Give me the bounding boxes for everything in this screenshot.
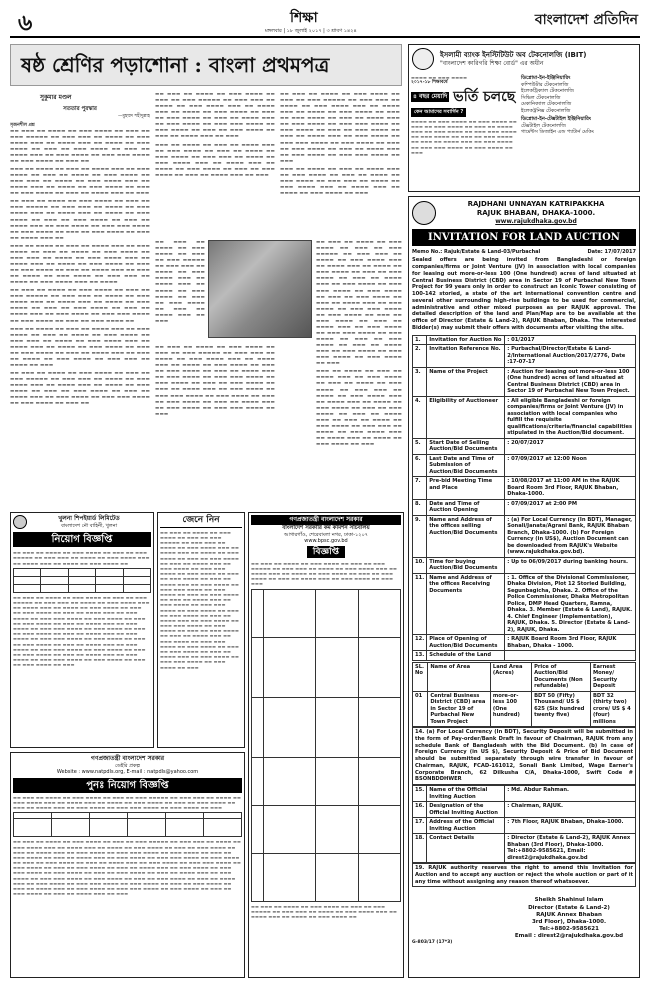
info2-cell-k: Address of the Official Inviting Auction bbox=[427, 818, 505, 834]
ibit-course-3: সিভিল টেকনোলজি bbox=[521, 94, 561, 101]
info-row bbox=[413, 651, 636, 661]
schedule-cell-acres: more-or-less 100 (One hundred) bbox=[490, 691, 531, 727]
rajuk-address: RAJUK BHABAN, DHAKA-1000. bbox=[476, 209, 596, 218]
info-cell-v: : All eligible Bangladeshi or foreign companies/firms or Joint Venture (JV) in association with local companies who fulfill the requisite qualifications/criteria/financial capabilities stipulated in the Auction/Bid document. bbox=[505, 396, 636, 438]
info-row bbox=[413, 335, 636, 345]
info-cell-v: : (a) For Local Currency (In BDT), Manager, Sonali/Janata/Agrani Bank, RAJUK Bhaban Branch, Dhaka-1000. (b) For Foreign Currency (in US$), Auction Document can be downloaded from RAJUK's Website (www.rajukdhaka.gov.bd). bbox=[505, 515, 636, 557]
info-cell-n: 5. bbox=[413, 438, 427, 454]
info2-cell-v: : 7th Floor, RAJUK Bhaban, Dhaka-1000. bbox=[505, 818, 636, 834]
info-cell-k: Start Date of Selling Auction/Bid Documents bbox=[427, 438, 505, 454]
info2-cell-k: Contact Details bbox=[427, 834, 505, 863]
rajuk-website[interactable]: www.rajukdhaka.gov.bd bbox=[495, 218, 577, 226]
info2-cell-v: : Chairman, RAJUK. bbox=[505, 802, 636, 818]
ibit-textile-course-1: টেক্সটাইল টেকনোলজি bbox=[521, 122, 566, 129]
article-column-2-top: ▬▬ ▬▬▬ ▬▬ ▬▬▬▬ ▬▬ ▬▬▬ ▬▬▬▬ ▬▬ ▬▬▬ ▬▬ ▬▬▬ ▬▬▬▬▬ ▬▬ ▬▬▬ ▬▬▬ ▬▬ ▬▬▬▬ ▬▬ ▬▬▬ ▬▬▬▬ ▬▬▬ ▬▬ ▬▬▬▬ ▬▬▬ ▬▬ ▬▬▬▬ ▬▬ ▬▬▬ ▬▬▬▬ ▬▬ ▬▬▬ ▬▬ ▬▬▬ ▬▬▬▬ ▬▬ ▬▬▬ ▬▬ ▬▬▬▬ ▬▬▬ ▬▬ ▬▬▬ ▬▬▬▬ ▬▬ ▬▬▬ ▬▬▬ ▬▬▬▬ ▬▬ ▬▬▬ ▬▬▬▬ ▬▬ ▬▬▬ ▬▬ ▬▬▬ ▬▬▬▬ ▬▬ ▬▬▬ ▬▬ ▬▬▬▬ ▬▬▬ ▬▬ ▬▬▬ ▬▬▬ ▬▬ ▬▬▬▬ ▬▬ ▬▬▬ ▬▬ ▬▬▬▬ ▬▬▬ ▬▬ ▬▬▬ ▬▬▬▬ ▬▬ ▬▬▬ ▬▬ ▬▬▬▬ ▬▬ ▬▬▬ ▬▬▬▬ ▬▬ ▬▬▬ ▬▬▬ ▬▬ ▬▬▬▬ ▬▬ ▬▬▬ ▬▬▬▬ ▬▬▬ ▬▬ ▬▬▬▬ ▬▬▬ ▬▬ ▬▬▬▬ ▬▬ ▬▬▬ ▬▬▬▬ ▬▬ ▬▬▬ ▬▬ ▬▬▬ ▬▬▬▬ ▬▬ ▬▬▬ ▬▬ ▬▬▬▬ ▬▬▬ ▬▬ ▬▬▬ bbox=[155, 92, 275, 178]
info-cell-k: Pre-bid Meeting Time and Place bbox=[427, 477, 505, 500]
ibit-admission-ad: ইসলামী ব্যাংক ইনস্টিটিউট অব টেকনোলজি (IBIT) "বাংলাদেশ কারিগরি শিক্ষা বোর্ড" এর অধীন ▬▬▬▬ ▬▬ ▬▬▬ ▬▬▬▬ ২০১৭-১৮ শিক্ষাবর্ষে ৪ বছর মেয়াদি ভর্তি চলছে কেন আমাদের সবার্গিন ? ▬▬▬▬ ▬▬ ▬▬▬ ▬▬▬▬ ▬▬ ▬▬▬ ▬▬▬▬ ▬▬ ▬▬▬ ▬▬ ▬▬▬ ▬▬▬▬ ▬▬ ▬▬▬ ▬▬ ▬▬▬▬ ▬▬▬ ▬▬ ▬▬▬ ▬▬▬▬ ▬▬ ▬▬▬ ▬▬▬ ▬▬▬▬ ▬▬ ▬▬▬ ▬▬▬▬ ▬▬ ▬▬▬ ▬▬ ▬▬▬ ▬▬▬▬ ▬▬ ▬▬▬ ▬▬ ▬▬▬▬ ▬▬▬ ▬▬ ▬▬▬ ▬▬▬▬ ▬▬ ▬▬▬ ▬▬▬ ▬▬▬▬ ▬▬ ▬▬▬ ▬▬▬▬ ▬▬ ▬▬▬ ডিপ্লোমা-ইন-ইঞ্জিনিয়ারিং কম্পিউটার টেকনোলজি ইলেকট্রিক্যাল টেকনোলজি সিভিল টেকনোলজি মেকানিক্যাল টেকনোলজি ইলেকট্রনিক্স টেকনোলজি ডিপ্লোমা-ইন-টেক্সটাইল ইঞ্জিনিয়ারিং টেক্সটাইল টেকনোলজি গার্মেন্টস ডিজাইন এন্ড প্যাটার্ন মেকিং bbox=[408, 44, 640, 192]
info-cell-n: 11. bbox=[413, 573, 427, 635]
ibit-subtitle: "বাংলাদেশ কারিগরি শিক্ষা বোর্ড" এর অধীন bbox=[440, 59, 544, 67]
date-line: মঙ্গলবার | ১৮ জুলাই ২০১৭ | ৩ শ্রাবণ ১৪২৪ bbox=[265, 28, 357, 34]
jene-nin-title: জেনে নিন bbox=[160, 515, 242, 528]
rajuk-code: G-803/17 (17*3) bbox=[412, 940, 453, 946]
ibit-title: ইসলামী ব্যাংক ইনস্টিটিউট অব টেকনোলজি (IBIT) bbox=[440, 50, 587, 59]
ibit-duration: ৪ বছর মেয়াদি bbox=[413, 93, 448, 101]
info-cell-n: 3. bbox=[413, 367, 427, 396]
ibit-session: ২০১৭-১৮ শিক্ষাবর্ষে bbox=[411, 80, 448, 86]
rajuk-row-19: 19. RAJUK authority reserves the right to amend this Invitation for Auction and to accept any auction or reject the whole auction or part of it any time without assigning any reason thereof whatsoever. bbox=[412, 863, 636, 887]
schedule-cell-price: BDT 50 (Fifty) Thousand/ US $ 625 (Six hundred twenty five) bbox=[532, 691, 591, 727]
info-cell-n: 13. bbox=[413, 651, 427, 661]
students-photo bbox=[208, 240, 312, 338]
section-title: সততার পুরস্কার bbox=[63, 106, 97, 113]
ibit-textile-course-2: গার্মেন্টস ডিজাইন এন্ড প্যাটার্ন মেকিং bbox=[521, 129, 594, 135]
info-row bbox=[413, 454, 636, 477]
bpsc-notice-ad: গণপ্রজাতন্ত্রী বাংলাদেশ সরকার বাংলাদেশ সরকারি কর্ম কমিশন সচিবালয় আগারগাঁও, শেরেবাংলা নগর, ঢাকা-১২০৭ www.bpsc.gov.bd বিজ্ঞপ্তি ▬▬ ▬▬▬ ▬▬ ▬▬▬▬ ▬▬ ▬▬▬ ▬▬▬▬ ▬▬ ▬▬▬ ▬▬ ▬▬▬ ▬▬▬▬▬ ▬▬ ▬▬▬ ▬▬▬ ▬▬ ▬▬▬▬ ▬▬ ▬▬▬ ▬▬▬▬ ▬▬▬ ▬▬ ▬▬▬▬ ▬▬▬ ▬▬ ▬▬▬▬ ▬▬ ▬▬▬ ▬▬▬▬ ▬▬ ▬▬▬ ▬▬ ▬▬▬ ▬▬▬▬ ▬▬ ▬▬▬ ▬▬ ▬▬▬▬ ▬▬▬ ▬▬ ▬▬▬ ▬▬▬▬ ▬▬ ▬▬▬ ▬▬▬ ▬▬ ▬▬▬ ▬▬ ▬▬▬▬ ▬▬ ▬▬▬ ▬▬▬▬ ▬▬ ▬▬▬ ▬▬ ▬▬▬ ▬▬▬▬▬ ▬▬ ▬▬▬ ▬▬▬ ▬▬ ▬▬▬▬ ▬▬ ▬▬▬ ▬▬▬▬ ▬▬▬ ▬▬ ▬▬▬▬ ▬▬▬ ▬▬ ▬▬▬▬ ▬▬ ▬▬▬ ▬▬▬▬ ▬▬ bbox=[248, 512, 404, 978]
rajuk-logo bbox=[412, 201, 436, 225]
info-cell-k: Last Date and Time of Submission of Auction/Bid Documents bbox=[427, 454, 505, 477]
rajuk-memo-date: Date: 17/07/2017 bbox=[587, 248, 636, 255]
recruit-title: পুনঃ নিয়োগ বিজ্ঞপ্তি bbox=[13, 778, 242, 793]
bpsc-gov: গণপ্রজাতন্ত্রী বাংলাদেশ সরকার bbox=[251, 515, 401, 525]
info-cell-k: Invitation for Auction No bbox=[427, 335, 505, 345]
info-row bbox=[413, 477, 636, 500]
ibit-course-2: ইলেকট্রিক্যাল টেকনোলজি bbox=[521, 88, 574, 94]
bpsc-address: আগারগাঁও, শেরেবাংলা নগর, ঢাকা-১২০৭ bbox=[283, 531, 368, 538]
ibit-why: কেন আমাদের সবার্গিন ? bbox=[411, 108, 466, 117]
khulna-org2: বাংলাদেশ নৌ বাহিনী, খুলনা bbox=[60, 522, 118, 529]
info-cell-v: : 01/2017 bbox=[505, 335, 636, 345]
ibit-admission-text: ভর্তি চলছে bbox=[453, 89, 516, 106]
rajuk-signature bbox=[502, 897, 636, 940]
info2-row bbox=[413, 786, 636, 802]
rajuk-info-table-2 bbox=[412, 785, 636, 863]
article-column-3-bottom: ▬▬ ▬▬▬ ▬▬ ▬▬▬▬ ▬▬ ▬▬▬ ▬▬▬▬ ▬▬ ▬▬▬ ▬▬ ▬▬▬ ▬▬▬▬▬ ▬▬ ▬▬▬ ▬▬▬ ▬▬ ▬▬▬▬ ▬▬ ▬▬▬ ▬▬▬▬ ▬▬▬ ▬▬ ▬▬▬▬ ▬▬▬ ▬▬ ▬▬▬▬ ▬▬ ▬▬▬ ▬▬▬▬ ▬▬ ▬▬▬ ▬▬ ▬▬▬ ▬▬▬▬ ▬▬ ▬▬▬ ▬▬ ▬▬▬▬ ▬▬▬ ▬▬ ▬▬▬ ▬▬▬▬ ▬▬ ▬▬▬ ▬▬▬ ▬▬▬▬ ▬▬ ▬▬▬ ▬▬▬▬ ▬▬ ▬▬▬ ▬▬ ▬▬▬ ▬▬▬▬ ▬▬ ▬▬▬ ▬▬ ▬▬▬▬ ▬▬▬ ▬▬ ▬▬▬ ▬▬▬▬ ▬▬ ▬▬▬ ▬▬▬ ▬▬▬▬ ▬▬ ▬▬▬ ▬▬▬▬ ▬▬ ▬▬▬ ▬▬ ▬▬▬ ▬▬▬▬ ▬▬ ▬▬▬ ▬▬ ▬▬▬▬ ▬▬▬ ▬▬ ▬▬▬ ▬▬▬▬ ▬▬ ▬▬▬ ▬▬▬ ▬▬▬▬ ▬▬ ▬▬▬ ▬▬▬▬ ▬▬ ▬▬▬ ▬▬ ▬▬▬ ▬▬▬▬ ▬▬ ▬▬▬ ▬▬ ▬▬▬▬ ▬▬▬ ▬▬ ▬▬▬ ▬▬▬▬ ▬▬ ▬▬▬ ▬▬▬ ▬▬▬▬ ▬▬ ▬▬▬ ▬▬▬▬ ▬▬ ▬▬▬ ▬▬▬ ▬▬ ▬▬▬▬ ▬▬ ▬▬▬ ▬▬ ▬▬▬▬ ▬▬▬ ▬▬ ▬▬▬ ▬▬▬▬ ▬▬ ▬▬▬ ▬▬ ▬▬▬▬ ▬▬ ▬▬▬ ▬▬▬▬ ▬▬ ▬▬▬ ▬▬▬ ▬▬ ▬▬▬▬ ▬▬ ▬▬▬ ▬▬▬▬ ▬▬▬ ▬▬ ▬▬▬▬ ▬▬▬ ▬▬ ▬▬▬▬ ▬▬ ▬▬▬ ▬▬▬▬ ▬▬ ▬▬▬ ▬▬ ▬▬▬ ▬▬▬▬ ▬▬ ▬▬▬ ▬▬ ▬▬▬▬ ▬▬▬ ▬▬ ▬▬▬ ▬▬ ▬▬▬▬ ▬▬ ▬▬▬ ▬▬▬▬ ▬▬ ▬▬▬ ▬▬▬ ▬▬ ▬▬▬▬ ▬▬ ▬▬▬ ▬▬▬▬ ▬▬▬ ▬▬ ▬▬▬▬ ▬▬▬ ▬▬ ▬▬▬▬ ▬▬ ▬▬▬ ▬▬▬▬ ▬▬ ▬▬▬ bbox=[316, 240, 402, 448]
info-cell-k: Date and Time of Auction Opening bbox=[427, 499, 505, 515]
info2-cell-n: 17. bbox=[413, 818, 427, 834]
signer-addr2: 3rd Floor), Dhaka-1000. bbox=[531, 918, 607, 925]
ibit-course-5: ইলেকট্রনিক্স টেকনোলজি bbox=[521, 107, 571, 114]
info-row bbox=[413, 557, 636, 573]
signer-addr1: RAJUK Annex Bhaban bbox=[536, 911, 602, 918]
info-row bbox=[413, 515, 636, 557]
info-cell-v: : Purbachal/Director/Estate & Land-2/International Auction/2017/2776, Date :17-07-17 bbox=[505, 345, 636, 368]
section-name: শিক্ষা bbox=[290, 10, 318, 26]
info2-cell-k: Name of the Official Inviting Auction bbox=[427, 786, 505, 802]
schedule-cell-area: Central Business District (CBD) area in Sector 19 of Purbachal New Town Project bbox=[428, 691, 491, 727]
rajuk-title: INVITATION FOR LAND AUCTION bbox=[412, 229, 636, 246]
info2-row bbox=[413, 818, 636, 834]
info-cell-v: : 10/08/2017 at 11:00 AM in the RAJUK Board Room 3rd Floor, RAJUK Bhaban, Dhaka-1000. bbox=[505, 477, 636, 500]
signer-name: Sheikh Shahinul Islam bbox=[534, 897, 604, 904]
info-cell-n: 4. bbox=[413, 396, 427, 438]
rajuk-info-table bbox=[412, 335, 636, 661]
rajuk-name: RAJDHANI UNNAYAN KATRIPAKKHA bbox=[467, 200, 605, 208]
article-column-1: সুকুমার মণ্ডল সততার পুরস্কার —মুহম্মদ শহীদুল্লাহ সৃজনশীল প্রশ্ন ▬▬ ▬▬▬ ▬▬ ▬▬▬▬ ▬▬ ▬▬▬ ▬▬▬▬ ▬▬ ▬▬▬ ▬▬ ▬▬▬ ▬▬▬▬▬ ▬▬ ▬▬▬ ▬▬▬ ▬▬ ▬▬▬▬ ▬▬ ▬▬▬ ▬▬▬▬ ▬▬▬ ▬▬ ▬▬▬▬ ▬▬▬ ▬▬ ▬▬▬▬ ▬▬ ▬▬▬ ▬▬▬▬ ▬▬ ▬▬▬ ▬▬ ▬▬▬ ▬▬▬▬ ▬▬ ▬▬▬ ▬▬ ▬▬▬▬ ▬▬▬ ▬▬ ▬▬▬ ▬▬▬▬ ▬▬ ▬▬▬ ▬▬▬ ▬▬▬▬ ▬▬ ▬▬▬ ▬▬▬▬ ▬▬ ▬▬▬ ▬▬ ▬▬▬ ▬▬ ▬▬▬▬ ▬▬ ▬▬▬ ▬▬ ▬▬▬▬ ▬▬▬ ▬▬ ▬▬▬ ▬▬▬▬ ▬▬ ▬▬▬ ▬▬ ▬▬▬▬ ▬▬ ▬▬▬ ▬▬▬▬ ▬▬ ▬▬▬ ▬▬▬ ▬▬ ▬▬▬▬ ▬▬ ▬▬▬ ▬▬▬▬ ▬▬▬ ▬▬ ▬▬▬▬ ▬▬▬ ▬▬ ▬▬▬▬ ▬▬ ▬▬▬ ▬▬▬▬ ▬▬ ▬▬▬ ▬▬ ▬▬▬ ▬▬▬▬ ▬▬ ▬▬▬ ▬▬ ▬▬▬▬ ▬▬▬ ▬▬ ▬▬▬ ▬▬ ▬▬▬ ▬▬ ▬▬▬▬ ▬▬ ▬▬▬ ▬▬▬▬ ▬▬ ▬▬▬ ▬▬ ▬▬▬ ▬▬▬▬▬ ▬▬ ▬▬▬ ▬▬▬ ▬▬ ▬▬▬▬ ▬▬ ▬▬▬ ▬▬▬▬ ▬▬▬ ▬▬ ▬▬▬▬ ▬▬▬ ▬▬ ▬▬▬▬ ▬▬ ▬▬▬ ▬▬▬▬ ▬▬ ▬▬▬ ▬▬ ▬▬▬ ▬▬▬▬ ▬▬ ▬▬▬ ▬▬ ▬▬▬▬ ▬▬▬ ▬▬ ▬▬▬ ▬▬▬▬ ▬▬ ▬▬▬ ▬▬▬ ▬▬▬▬ ▬▬ ▬▬▬ ▬▬▬▬ ▬▬ ▬▬▬ ▬▬ ▬▬▬ ▬▬▬▬ ▬▬ ▬▬▬ ▬▬ ▬▬▬▬ ▬▬▬ ▬▬ ▬▬▬ ▬▬ ▬▬▬▬ ▬▬ ▬▬▬ ▬▬ ▬▬▬▬ ▬▬▬ ▬▬ ▬▬▬ ▬▬▬▬ ▬▬ ▬▬▬ ▬▬ ▬▬▬▬ ▬▬ ▬▬▬ ▬▬▬▬ ▬▬ ▬▬▬ ▬▬▬ ▬▬ ▬▬▬▬ ▬▬ ▬▬▬ ▬▬▬▬ ▬▬▬ ▬▬ ▬▬▬▬ ▬▬▬ ▬▬ ▬▬▬▬ ▬▬ ▬▬▬ ▬▬▬▬ ▬▬ ▬▬▬ ▬▬ ▬▬▬ ▬▬▬▬ ▬▬ ▬▬▬ ▬▬ ▬▬▬▬ ▬▬▬ ▬▬ ▬▬▬ ▬▬ ▬▬▬▬ ▬▬ ▬▬▬ ▬▬▬▬ ▬▬ ▬▬▬ ▬▬▬ ▬▬ ▬▬▬▬ ▬▬ ▬▬▬ ▬▬▬▬ ▬▬▬ ▬▬ ▬▬▬▬ ▬▬ ▬▬▬ ▬▬ ▬▬▬▬ ▬▬ ▬▬▬ ▬▬▬▬ ▬▬ ▬▬▬ ▬▬ ▬▬▬ ▬▬▬▬▬ ▬▬ ▬▬▬ ▬▬▬ ▬▬ ▬▬▬▬ ▬▬ ▬▬▬ ▬▬▬▬ ▬▬▬ ▬▬ ▬▬▬▬ ▬▬▬ ▬▬ ▬▬▬▬ ▬▬ ▬▬▬ ▬▬▬▬ ▬▬ ▬▬▬ ▬▬ ▬▬▬ ▬▬▬▬ ▬▬ ▬▬▬ ▬▬ ▬▬▬▬ ▬▬▬ ▬▬ ▬▬▬ ▬▬▬▬ ▬▬ ▬▬▬ ▬▬▬ ▬▬▬▬ ▬▬ ▬▬▬ ▬▬▬▬ ▬▬ ▬▬▬ ▬▬ ▬▬▬ ▬▬▬▬ ▬▬ ▬▬▬ ▬▬ ▬▬▬▬ ▬▬ ▬▬▬ ▬▬ ▬▬▬▬ ▬▬▬ ▬▬ ▬▬▬ ▬▬▬▬ ▬▬ ▬▬▬ ▬▬ ▬▬▬▬ ▬▬ ▬▬▬ ▬▬▬▬ ▬▬ ▬▬▬ ▬▬▬ ▬▬ ▬▬▬▬ ▬▬ ▬▬▬ ▬▬▬▬ ▬▬▬ ▬▬ ▬▬▬▬ ▬▬▬ ▬▬ ▬▬▬▬ ▬▬ ▬▬▬ ▬▬▬▬ ▬▬ ▬▬▬ ▬▬ ▬▬▬ ▬▬▬▬ ▬▬ ▬▬▬ ▬▬ ▬▬▬▬ ▬▬▬ ▬▬ ▬▬▬ ▬▬ ▬▬▬▬ ▬▬ ▬▬▬ ▬▬▬▬ ▬▬ ▬▬▬ ▬▬▬ ▬▬ ▬▬▬▬ ▬▬ ▬▬▬ ▬▬ ▬▬▬ ▬▬ ▬▬▬▬ ▬▬ ▬▬▬ ▬▬▬▬ ▬▬ ▬▬▬ ▬▬ ▬▬▬ ▬▬▬▬▬ ▬▬ ▬▬▬ ▬▬▬ ▬▬ ▬▬▬▬ ▬▬ ▬▬▬ ▬▬▬▬ ▬▬▬ ▬▬ ▬▬▬▬ ▬▬▬ ▬▬ ▬▬▬▬ ▬▬ ▬▬▬ ▬▬▬▬ ▬▬ ▬▬▬ ▬▬ ▬▬▬ ▬▬▬▬ ▬▬ ▬▬▬ ▬▬ ▬▬▬▬ ▬▬▬ ▬▬ ▬▬▬ ▬▬▬▬ ▬▬ ▬▬▬ ▬▬▬ ▬▬▬▬ ▬▬ ▬▬▬ ▬▬▬▬ ▬▬ ▬▬▬ ▬▬ bbox=[10, 94, 150, 407]
info2-cell-n: 16. bbox=[413, 802, 427, 818]
rajuk-memo: Memo No.: Rajuk/Estate & Land-03/Purbachal bbox=[412, 248, 541, 255]
khulna-logo bbox=[13, 515, 27, 529]
info-cell-v: : 07/09/2017 at 12:00 Noon bbox=[505, 454, 636, 477]
info-cell-k: Schedule of the Land bbox=[427, 651, 505, 661]
rajuk-auction-ad bbox=[408, 196, 640, 978]
bpsc-title: বিজ্ঞপ্তি bbox=[307, 546, 345, 558]
article-banner bbox=[10, 44, 402, 86]
ibit-course-1: কম্পিউটার টেকনোলজি bbox=[521, 81, 569, 88]
info-cell-v: : 20/07/2017 bbox=[505, 438, 636, 454]
info2-cell-n: 15. bbox=[413, 786, 427, 802]
author-line: —মুহম্মদ শহীদুল্লাহ bbox=[117, 113, 150, 119]
info-cell-k: Name and Address of the offices Receiving Documents bbox=[427, 573, 505, 635]
info-cell-n: 10. bbox=[413, 557, 427, 573]
info-row bbox=[413, 573, 636, 635]
article-title: ষষ্ঠ শ্রেণির পড়াশোনা : বাংলা প্রথমপত্র bbox=[21, 53, 330, 77]
info2-cell-k: Designation of the Official Inviting Auction bbox=[427, 802, 505, 818]
info2-cell-v: : Director (Estate & Land-2), RAJUK Annex Bhaban (3rd Floor), Dhaka-1000. Tel:+8802-9585621, Email: direst2@rajukdhaka.gov.bd bbox=[505, 834, 636, 863]
bpsc-org: বাংলাদেশ সরকারি কর্ম কমিশন সচিবালয় bbox=[282, 524, 370, 531]
info-row bbox=[413, 438, 636, 454]
page-number: ৬ bbox=[18, 10, 33, 36]
ibit-logo bbox=[412, 48, 434, 70]
ibit-textile: ডিপ্লোমা-ইন-টেক্সটাইল ইঞ্জিনিয়ারিং bbox=[521, 116, 592, 122]
info-cell-n: 8. bbox=[413, 499, 427, 515]
article-column-2-mid: ▬▬ ▬▬▬ ▬▬ ▬▬▬▬ ▬▬ ▬▬▬ ▬▬▬▬ ▬▬ ▬▬▬ ▬▬ ▬▬▬ ▬▬▬▬▬ ▬▬ ▬▬▬ ▬▬▬ ▬▬ ▬▬▬▬ ▬▬ ▬▬▬ ▬▬▬▬ ▬▬▬ ▬▬ ▬▬▬▬ ▬▬▬ ▬▬ ▬▬▬▬ ▬▬ ▬▬▬ ▬▬▬▬ ▬▬ ▬▬▬ ▬▬ ▬▬▬ ▬▬▬▬ ▬▬ ▬▬▬ ▬▬ ▬▬▬▬ ▬▬▬ ▬▬ ▬▬▬ bbox=[155, 240, 205, 324]
info-cell-v: : 07/09/2017 at 2:00 PM bbox=[505, 499, 636, 515]
schedule-head-area: Name of Area bbox=[428, 662, 491, 691]
info-cell-n: 6. bbox=[413, 454, 427, 477]
signer-email: Email : direst2@rajukdhaka.gov.bd bbox=[514, 933, 624, 940]
article-column-3-top: ▬▬ ▬▬▬ ▬▬ ▬▬▬▬ ▬▬ ▬▬▬ ▬▬▬▬ ▬▬ ▬▬▬ ▬▬ ▬▬▬ ▬▬▬▬▬ ▬▬ ▬▬▬ ▬▬▬ ▬▬ ▬▬▬▬ ▬▬ ▬▬▬ ▬▬▬▬ ▬▬▬ ▬▬ ▬▬▬▬ ▬▬▬ ▬▬ ▬▬▬▬ ▬▬ ▬▬▬ ▬▬▬▬ ▬▬ ▬▬▬ ▬▬ ▬▬▬ ▬▬▬▬ ▬▬ ▬▬▬ ▬▬ ▬▬▬▬ ▬▬▬ ▬▬ ▬▬▬ ▬▬▬▬ ▬▬ ▬▬▬ ▬▬▬ ▬▬▬▬ ▬▬ ▬▬▬ ▬▬▬▬ ▬▬ ▬▬▬ ▬▬ ▬▬▬ ▬▬▬▬ ▬▬ ▬▬▬ ▬▬ ▬▬▬▬ ▬▬▬ ▬▬ ▬▬▬ ▬▬▬▬ ▬▬ ▬▬▬ ▬▬▬ ▬▬▬▬ ▬▬ ▬▬▬ ▬▬▬▬ ▬▬ ▬▬▬ ▬▬ ▬▬▬ ▬▬▬▬ ▬▬ ▬▬▬ ▬▬ ▬▬▬▬ ▬▬▬ ▬▬ ▬▬▬ ▬▬▬▬ ▬▬ ▬▬▬ ▬▬▬ ▬▬▬▬ ▬▬ ▬▬▬ ▬▬▬ ▬▬ ▬▬▬▬ ▬▬ ▬▬▬ ▬▬ ▬▬▬▬ ▬▬▬ ▬▬ ▬▬▬ ▬▬▬▬ ▬▬ ▬▬▬ ▬▬ ▬▬▬▬ ▬▬ ▬▬▬ ▬▬▬▬ ▬▬ ▬▬▬ ▬▬▬ ▬▬ ▬▬▬▬ ▬▬ ▬▬▬ ▬▬▬▬ ▬▬▬ ▬▬ ▬▬▬▬ ▬▬▬ ▬▬ ▬▬▬▬ ▬▬ ▬▬▬ ▬▬▬▬ ▬▬ ▬▬▬ bbox=[280, 92, 400, 196]
info-row bbox=[413, 635, 636, 651]
page-header bbox=[10, 8, 640, 38]
schedule-cell-sl: 01 bbox=[413, 691, 428, 727]
info-cell-v: : Up to 06/09/2017 during banking hours. bbox=[505, 557, 636, 573]
info2-cell-v: : Md. Abdur Rahman. bbox=[505, 786, 636, 802]
info-cell-v: : 1. Office of the Divisional Commissioner, Dhaka Division, Plot 12 Storied Building, Segunbagicha, Dhaka. 2. Office of the Police Commissioner, Dhaka Metropolitan Police, DMP Head Quarters, Ramna, Dhaka. 3. Member (Estate & Land), RAJUK. 4. Chief Engineer (Implementation), RAJUK, Dhaka. 5. Director (Estate & Land-2), RAJUK, Dhaka. bbox=[505, 573, 636, 635]
signer-role: Director (Estate & Land-2) bbox=[528, 904, 610, 911]
info-cell-v: : Auction for leasing out more-or-less 100 (One hundred) acres of land situated at Central Business District (CBD) area in Sector 19 of Purbachal New Town Project. bbox=[505, 367, 636, 396]
recruit-org: ডেইরি প্রকল্প bbox=[115, 762, 140, 769]
info-cell-n: 7. bbox=[413, 477, 427, 500]
info2-row bbox=[413, 834, 636, 863]
info-cell-k: Invitation Reference No. bbox=[427, 345, 505, 368]
info-row bbox=[413, 499, 636, 515]
subheading: সৃজনশীল প্রশ্ন bbox=[10, 122, 35, 128]
khulna-org: খুলনা শিপইয়ার্ড লিমিটেড bbox=[58, 515, 120, 522]
info-cell-k: Time for buying Auction/Bid Documents bbox=[427, 557, 505, 573]
khulna-title: নিয়োগ বিজ্ঞপ্তি bbox=[13, 532, 151, 547]
recruitment-ad: গণপ্রজাতন্ত্রী বাংলাদেশ সরকার ডেইরি প্রকল্প Website : www.natpdls.org, E-mail : natpdls@yahoo.com পুনঃ নিয়োগ বিজ্ঞপ্তি ▬▬ ▬▬▬ ▬▬ ▬▬▬▬ ▬▬ ▬▬▬ ▬▬▬▬ ▬▬ ▬▬▬ ▬▬ ▬▬▬ ▬▬▬▬▬ ▬▬ ▬▬▬ ▬▬▬ ▬▬ ▬▬▬▬ ▬▬ ▬▬▬ ▬▬▬▬ ▬▬▬ ▬▬ ▬▬▬▬ ▬▬▬ ▬▬ ▬▬▬▬ ▬▬ ▬▬▬ ▬▬▬▬ ▬▬ ▬▬▬ ▬▬ ▬▬▬ ▬▬▬▬ ▬▬ ▬▬▬ ▬▬ ▬▬▬▬ ▬▬▬ ▬▬ ▬▬▬ ▬▬▬▬ ▬▬ ▬▬▬ ▬▬▬ ▬▬▬▬ ▬▬ ▬▬▬ ▬▬▬▬ ▬▬ ▬▬▬ ▬▬ ▬▬▬ ▬▬ ▬▬▬▬ ▬▬ ▬▬▬ ▬▬▬▬ ▬▬ ▬▬▬ ▬▬ ▬▬▬ ▬▬▬▬▬ ▬▬ ▬▬▬ ▬▬▬ ▬▬ ▬▬▬▬ ▬▬ ▬▬▬ ▬▬▬▬ ▬▬▬ ▬▬ ▬▬▬▬ ▬▬▬ ▬▬ ▬▬▬▬ ▬▬ ▬▬▬ ▬▬▬▬ ▬▬ ▬▬▬ ▬▬ ▬▬▬ ▬▬▬▬ ▬▬ ▬▬▬ ▬▬ ▬▬▬▬ ▬▬▬ ▬▬ ▬▬▬ ▬▬▬▬ ▬▬ ▬▬▬ ▬▬▬ ▬▬▬▬ ▬▬ ▬▬▬ ▬▬▬▬ ▬▬ ▬▬▬ ▬▬ ▬▬▬ ▬▬▬▬ ▬▬ ▬▬▬ ▬▬ ▬▬▬▬ ▬▬▬ ▬▬ ▬▬▬ ▬▬▬▬ ▬▬ ▬▬▬ ▬▬▬ ▬▬▬▬ ▬▬ ▬▬▬ ▬▬▬▬ ▬▬ ▬▬▬ ▬▬ ▬▬▬ ▬▬▬▬ ▬▬ ▬▬▬ ▬▬ ▬▬▬▬ ▬▬▬ ▬▬ ▬▬▬ ▬▬▬▬ ▬▬ ▬▬▬ ▬▬▬ ▬▬▬▬ ▬▬ ▬▬▬ ▬▬▬▬ ▬▬ ▬▬▬ ▬▬ ▬▬▬ ▬▬▬▬ ▬▬ ▬▬▬ ▬▬ ▬▬▬▬ ▬▬▬ ▬▬ ▬▬▬ ▬▬▬▬ ▬▬ ▬▬▬ ▬▬▬ ▬▬▬▬ ▬▬ ▬▬▬ ▬▬▬▬ ▬▬ ▬▬▬ ▬▬ ▬▬▬ ▬▬▬▬ ▬▬ ▬▬▬ ▬▬ ▬▬▬▬ ▬▬▬ ▬▬ ▬▬▬ ▬▬▬▬ ▬▬ ▬▬▬ ▬▬▬ ▬▬▬▬ ▬▬ ▬▬▬ ▬▬▬▬ ▬▬ ▬▬▬ ▬▬ ▬▬▬ ▬▬▬▬ ▬▬ ▬▬▬ ▬▬ ▬▬▬▬ ▬▬▬ ▬▬ ▬▬▬ ▬▬▬▬ ▬▬ ▬▬▬ ▬▬▬ ▬▬▬▬ ▬▬ ▬▬▬ ▬▬▬▬ ▬▬ ▬▬▬ ▬▬ ▬▬▬ ▬▬▬▬ ▬▬ ▬▬▬ ▬▬ ▬▬▬▬ ▬▬▬ ▬▬ ▬▬▬ ▬▬▬▬ ▬▬ ▬▬▬ ▬▬▬ ▬▬▬▬ ▬▬ ▬▬▬ ▬▬▬▬ ▬▬ ▬▬▬ ▬▬ ▬▬▬ ▬▬▬▬ ▬▬ ▬▬▬ ▬▬ ▬▬▬▬ ▬▬▬ ▬▬ ▬▬▬ bbox=[10, 752, 245, 978]
jene-nin-box: জেনে নিন ▬▬ ▬▬▬ ▬▬ ▬▬▬▬ ▬▬ ▬▬▬ ▬▬▬▬ ▬▬ ▬▬▬ ▬▬ ▬▬▬ ▬▬▬▬▬ ▬▬ ▬▬▬ ▬▬▬ ▬▬ ▬▬▬▬ ▬▬ ▬▬▬ ▬▬▬▬ ▬▬▬ ▬▬ ▬▬▬▬ ▬▬▬ ▬▬ ▬▬▬▬ ▬▬ ▬▬▬ ▬▬▬▬ ▬▬ ▬▬▬ ▬▬ ▬▬▬ ▬▬▬▬ ▬▬ ▬▬▬ ▬▬ ▬▬▬▬ ▬▬▬ ▬▬ ▬▬▬ ▬▬▬▬ ▬▬ ▬▬▬ ▬▬▬ ▬▬▬▬ ▬▬ ▬▬▬ ▬▬▬▬ ▬▬ ▬▬▬ ▬▬ ▬▬▬ ▬▬▬▬ ▬▬ ▬▬▬ ▬▬ ▬▬▬▬ ▬▬▬ ▬▬ ▬▬▬ ▬▬▬▬ ▬▬ ▬▬▬ ▬▬▬ ▬▬▬▬ ▬▬ ▬▬▬ ▬▬▬▬ ▬▬ ▬▬▬ ▬▬ ▬▬▬ ▬▬▬▬ ▬▬ ▬▬▬ ▬▬ ▬▬▬▬ ▬▬▬ ▬▬ ▬▬▬ ▬▬▬▬ ▬▬ ▬▬▬ ▬▬▬ ▬▬▬▬ ▬▬ ▬▬▬ ▬▬▬▬ ▬▬ ▬▬▬ ▬▬ ▬▬▬ ▬▬▬▬ ▬▬ ▬▬▬ ▬▬ ▬▬▬▬ ▬▬▬ ▬▬ ▬▬▬ ▬▬▬▬ ▬▬ ▬▬▬ ▬▬▬ ▬▬▬▬ ▬▬ ▬▬▬ ▬▬▬▬ ▬▬ ▬▬▬ ▬▬ ▬▬▬ ▬▬▬▬ ▬▬ ▬▬▬ ▬▬ ▬▬▬▬ ▬▬▬ ▬▬ ▬▬▬ ▬▬▬▬ ▬▬ ▬▬▬ ▬▬▬ ▬▬▬▬ ▬▬ ▬▬▬ ▬▬▬▬ ▬▬ ▬▬▬ ▬▬ ▬▬▬ ▬▬▬▬ ▬▬ ▬▬▬ ▬▬ ▬▬▬▬ ▬▬▬ ▬▬ ▬▬▬ ▬▬▬▬ ▬▬ ▬▬▬ ▬▬▬ ▬▬▬▬ ▬▬ ▬▬▬ ▬▬▬▬ ▬▬ ▬▬▬ bbox=[157, 512, 245, 748]
info-row bbox=[413, 396, 636, 438]
khulna-shipyard-ad: খুলনা শিপইয়ার্ড লিমিটেড বাংলাদেশ নৌ বাহিনী, খুলনা নিয়োগ বিজ্ঞপ্তি ▬▬ ▬▬▬ ▬▬ ▬▬▬▬ ▬▬ ▬▬▬ ▬▬▬▬ ▬▬ ▬▬▬ ▬▬ ▬▬▬ ▬▬▬▬▬ ▬▬ ▬▬▬ ▬▬▬ ▬▬ ▬▬▬▬ ▬▬ ▬▬▬ ▬▬▬▬ ▬▬▬ ▬▬ ▬▬▬▬ ▬▬▬ ▬▬ ▬▬▬▬ ▬▬ ▬▬▬ ▬▬▬▬ ▬▬ ▬▬ ▬▬▬ ▬▬ ▬▬▬▬ ▬▬ ▬▬▬ ▬▬▬▬ ▬▬ ▬▬▬ ▬▬ ▬▬▬ ▬▬▬▬▬ ▬▬ ▬▬▬ ▬▬▬ ▬▬ ▬▬▬▬ ▬▬ ▬▬▬ ▬▬▬▬ ▬▬▬ ▬▬ ▬▬▬▬ ▬▬▬ ▬▬ ▬▬▬▬ ▬▬ ▬▬▬ ▬▬▬▬ ▬▬ ▬▬▬ ▬▬ ▬▬▬ ▬▬▬▬ ▬▬ ▬▬▬ ▬▬ ▬▬▬▬ ▬▬▬ ▬▬ ▬▬▬ ▬▬▬▬ ▬▬ ▬▬▬ ▬▬▬ ▬▬▬▬ ▬▬ ▬▬▬ ▬▬▬▬ ▬▬ ▬▬▬ ▬▬ ▬▬▬ ▬▬▬▬ ▬▬ ▬▬▬ ▬▬ ▬▬▬▬ ▬▬▬ ▬▬ ▬▬▬ ▬▬▬▬ ▬▬ ▬▬▬ ▬▬▬ ▬▬▬▬ ▬▬ ▬▬▬ ▬▬▬▬ ▬▬ ▬▬▬ ▬▬ ▬▬▬ ▬▬▬▬ ▬▬ ▬▬▬ ▬▬ ▬▬▬▬ ▬▬▬ ▬▬ ▬▬▬ ▬▬▬▬ ▬▬ ▬▬▬ ▬▬▬ ▬▬▬▬ ▬▬ ▬▬▬ ▬▬▬▬ ▬▬ ▬▬▬ ▬▬ ▬▬▬ ▬▬▬▬ ▬▬ ▬▬▬ ▬▬ ▬▬▬▬ ▬▬▬ ▬▬ ▬▬▬ ▬▬▬▬ ▬▬ ▬▬▬ ▬▬▬ ▬▬▬▬ ▬▬ ▬▬▬ ▬▬▬▬ ▬▬ ▬▬▬ ▬▬ ▬▬▬ ▬▬▬▬ ▬▬ ▬▬▬ ▬▬ ▬▬▬▬ ▬▬▬ ▬▬ ▬▬▬ ▬▬▬▬ ▬▬ ▬▬▬ ▬▬▬ ▬▬▬▬ ▬▬ ▬▬▬ ▬▬▬▬ ▬▬ ▬▬▬ ▬▬ ▬▬▬ ▬▬▬▬ ▬▬ ▬▬▬ bbox=[10, 512, 154, 748]
info-cell-n: 12. bbox=[413, 635, 427, 651]
info-cell-n: 1. bbox=[413, 335, 427, 345]
schedule-cell-deposit: BDT 32 (thirty two) crore/ US $ 4 (four) millions bbox=[590, 691, 635, 727]
signer-tel: Tel:+8802-9585621 bbox=[539, 926, 599, 933]
info-cell-k: Place of Opening of Auction/Bid Documents bbox=[427, 635, 505, 651]
ibit-diploma: ডিপ্লোমা-ইন-ইঞ্জিনিয়ারিং bbox=[521, 75, 571, 81]
schedule-head-acres: Land Area (Acres) bbox=[490, 662, 531, 691]
info-cell-n: 2. bbox=[413, 345, 427, 368]
info-cell-v bbox=[505, 651, 636, 661]
info-cell-v: : RAJUK Board Room 3rd Floor, RAJUK Bhaban, Dhaka - 1000. bbox=[505, 635, 636, 651]
bpsc-website[interactable]: www.bpsc.gov.bd bbox=[304, 538, 348, 545]
info-cell-n: 9. bbox=[413, 515, 427, 557]
teacher-name: সুকুমার মণ্ডল bbox=[40, 94, 72, 101]
info-cell-k: Name and Address of the offices selling Auction/Bid Documents bbox=[427, 515, 505, 557]
recruit-gov: গণপ্রজাতন্ত্রী বাংলাদেশ সরকার bbox=[90, 755, 165, 762]
schedule-head-sl: SL. No bbox=[413, 662, 428, 691]
recruit-web[interactable]: Website : www.natpdls.org, E-mail : natpdls@yahoo.com bbox=[56, 769, 199, 776]
newspaper-brand: বাংলাদেশ প্রতিদিন bbox=[534, 12, 638, 28]
schedule-head-deposit: Earnest Money/ Security Deposit bbox=[590, 662, 635, 691]
info-cell-k: Name of the Project bbox=[427, 367, 505, 396]
ibit-course-4: মেকানিক্যাল টেকনোলজি bbox=[521, 101, 572, 107]
rajuk-schedule-table bbox=[412, 662, 636, 728]
info2-row bbox=[413, 802, 636, 818]
article-column-2-bottom: ▬▬ ▬▬▬ ▬▬ ▬▬▬▬ ▬▬ ▬▬▬ ▬▬▬▬ ▬▬ ▬▬▬ ▬▬ ▬▬▬ ▬▬▬▬▬ ▬▬ ▬▬▬ ▬▬▬ ▬▬ ▬▬▬▬ ▬▬ ▬▬▬ ▬▬▬▬ ▬▬▬ ▬▬ ▬▬▬▬ ▬▬▬ ▬▬ ▬▬▬▬ ▬▬ ▬▬▬ ▬▬▬▬ ▬▬ ▬▬▬ ▬▬ ▬▬▬ ▬▬▬▬ ▬▬ ▬▬▬ ▬▬ ▬▬▬▬ ▬▬▬ ▬▬ ▬▬▬ ▬▬▬▬ ▬▬ ▬▬▬ ▬▬▬ ▬▬▬▬ ▬▬ ▬▬▬ ▬▬▬▬ ▬▬ ▬▬▬ ▬▬ ▬▬▬ ▬▬▬▬ ▬▬ ▬▬▬ ▬▬ ▬▬▬▬ ▬▬▬ ▬▬ ▬▬▬ ▬▬▬▬ ▬▬ ▬▬▬ ▬▬▬ ▬▬▬▬ ▬▬ ▬▬▬ ▬▬▬▬ ▬▬ ▬▬▬ ▬▬ ▬▬▬ ▬▬▬▬ ▬▬ ▬▬▬ ▬▬ ▬▬▬▬ ▬▬▬ ▬▬ ▬▬▬ ▬▬▬▬ ▬▬ ▬▬▬ ▬▬▬ ▬▬▬▬ ▬▬ ▬▬▬ bbox=[155, 345, 275, 417]
info-row bbox=[413, 367, 636, 396]
info-row bbox=[413, 345, 636, 368]
info-cell-k: Eligibility of Auctioneer bbox=[427, 396, 505, 438]
rajuk-row-14: 14. (a) For Local Currency (In BDT), Security Deposit will be submitted in the form of Pay-order/Bank Draft in favour of Chairman, RAJUK from any schedule Bank of Bangladesh with the Bid Document. (b) In case of Foreign Currency (in US $), Security Deposit & Price of Bid Document should be submitted separately through wire transfer in favour of Chairman, RAJUK, FCAD-161012, Sonali Bank Limited, Wage Earner's Corporate Branch, 62 Dilkusha C/A, Dhaka-1000, Swift Code # BSONBDDHWER bbox=[412, 727, 636, 785]
schedule-head-price: Price of Auction/Bid Documents (Non refundable) bbox=[532, 662, 591, 691]
info2-cell-n: 18. bbox=[413, 834, 427, 863]
rajuk-intro: Sealed offers are being invited from Bangladeshi or foreign companies/firms or Joint Venture (JV) in association with local companies for leasing out more-or-less 100 (One hundred) acres of land situated at Central Business District (CBD) area in Sector 19 of Purbachal New Town Project for 99 years only in order to construct an Iconic Tower consisting of 100-142 storied, a state of the art international convention centre and several other surrounding high-rise buildings to be used for commercial, administrative and other mixed purposes as per RAJUK approval. The detailed description of the land and Plan/Map are to be available at the office of Director (Estate & Land-2), RAJUK Bhaban, Dhaka. The interested Bidder(s) may submit their offers with documents after visiting the site. bbox=[412, 257, 636, 331]
